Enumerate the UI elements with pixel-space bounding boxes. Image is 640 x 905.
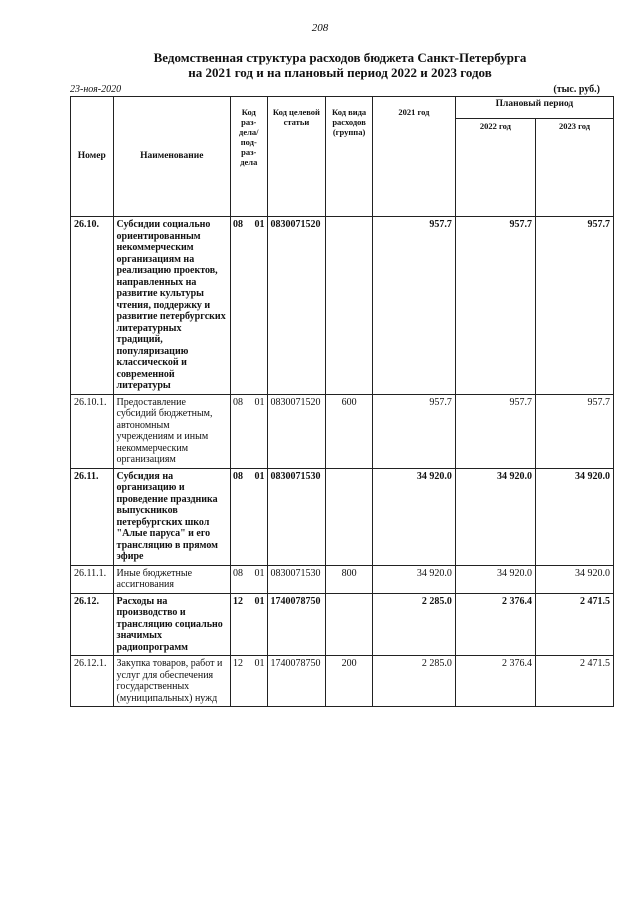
row-section-code — [231, 394, 267, 468]
table-row — [71, 565, 614, 593]
row-number: 26.12.1. — [71, 656, 114, 707]
row-amount-2021: 957.7 — [372, 217, 455, 395]
row-amount-2023: 957.7 — [535, 217, 613, 395]
row-section-code — [231, 656, 267, 707]
title-line-2: на 2021 год и на плановый период 2022 и 2023 годов — [188, 65, 492, 80]
row-amount-2023: 2 471.5 — [535, 656, 613, 707]
podrazdel-code: 01 — [254, 567, 265, 579]
table-body — [71, 217, 614, 707]
title-line-1: Ведомственная структура расходов бюджета Санкт-Петербурга — [153, 50, 527, 65]
podrazdel-code: 01 — [254, 595, 265, 607]
podrazdel-code: 01 — [254, 219, 265, 230]
row-target-code: 0830071530 — [267, 468, 326, 565]
row-name: Иные бюджетные ассигнования — [113, 565, 231, 593]
table-row — [71, 593, 614, 656]
row-amount-2022: 2 376.4 — [455, 593, 535, 656]
row-name: Субсидии социально ориентированным некоммерческим организациям на реализацию проектов, направленных на развитие культуры чтения, поддержку и развитие петербургских литературных традиций, популяризацию классической и современной литературы — [113, 217, 231, 395]
row-amount-2021: 34 920.0 — [372, 565, 455, 593]
document-date: 23-ноя-2020 — [70, 84, 122, 95]
row-name: Расходы на производство и трансляцию социально значимых радиопрограмм — [113, 593, 231, 656]
table-row — [71, 394, 614, 468]
budget-table — [70, 96, 614, 707]
row-amount-2021: 957.7 — [372, 394, 455, 468]
razdel-code: 12 — [233, 658, 244, 669]
table-row — [71, 656, 614, 707]
row-amount-2023: 957.7 — [535, 394, 613, 468]
podrazdel-code: 01 — [254, 470, 265, 482]
podrazdel-code: 01 — [254, 658, 265, 669]
row-target-code: 1740078750 — [267, 656, 326, 707]
row-name: Закупка товаров, работ и услуг для обеспечения государственных (муниципальных) нужд — [113, 656, 231, 707]
razdel-code: 08 — [233, 470, 244, 482]
razdel-code: 08 — [233, 396, 244, 408]
header-year-2023: 2023 год — [535, 119, 613, 217]
row-amount-2022: 34 920.0 — [455, 468, 535, 565]
header-number: Номер — [71, 97, 114, 217]
row-number: 26.12. — [71, 593, 114, 656]
row-number: 26.10.1. — [71, 394, 114, 468]
row-expense-type — [326, 468, 373, 565]
header-year-2022: 2022 год — [455, 119, 535, 217]
row-amount-2022: 34 920.0 — [455, 565, 535, 593]
units-label: (тыс. руб.) — [553, 84, 600, 95]
row-expense-type: 200 — [326, 656, 373, 707]
row-target-code: 0830071520 — [267, 217, 326, 395]
row-amount-2021: 2 285.0 — [372, 656, 455, 707]
row-section-code — [231, 593, 267, 656]
row-amount-2022: 957.7 — [455, 217, 535, 395]
row-target-code: 1740078750 — [267, 593, 326, 656]
row-amount-2023: 34 920.0 — [535, 468, 613, 565]
row-section-code — [231, 565, 267, 593]
header-section-code: Код раз-дела/ под-раз-дела — [231, 97, 267, 217]
table-row — [71, 468, 614, 565]
row-number: 26.11. — [71, 468, 114, 565]
podrazdel-code: 01 — [254, 396, 265, 408]
row-amount-2023: 34 920.0 — [535, 565, 613, 593]
page-number: 208 — [311, 22, 329, 34]
header-year-2021: 2021 год — [372, 97, 455, 217]
row-section-code — [231, 468, 267, 565]
document-title — [70, 50, 610, 80]
row-number: 26.10. — [71, 217, 114, 395]
row-amount-2021: 2 285.0 — [372, 593, 455, 656]
razdel-code: 12 — [233, 595, 244, 607]
header-target-code: Код целевой статьи — [267, 97, 326, 217]
row-name: Предоставление субсидий бюджетным, автономным учреждениям и иным некоммерческим организациям — [113, 394, 231, 468]
header-name: Наименование — [113, 97, 231, 217]
razdel-code: 08 — [233, 219, 244, 230]
row-section-code — [231, 217, 267, 395]
row-amount-2022: 2 376.4 — [455, 656, 535, 707]
row-expense-type — [326, 593, 373, 656]
row-amount-2022: 957.7 — [455, 394, 535, 468]
table-row — [71, 217, 614, 395]
row-name: Субсидия на организацию и проведение праздника выпускников петербургских школ "Алые паруса" и его трансляцию в прямом эфире — [113, 468, 231, 565]
header-planning-period: Плановый период — [455, 97, 613, 119]
row-expense-type: 800 — [326, 565, 373, 593]
row-amount-2021: 34 920.0 — [372, 468, 455, 565]
row-target-code: 0830071520 — [267, 394, 326, 468]
header-expense-type-code: Код вида расходов (группа) — [326, 97, 373, 217]
row-target-code: 0830071530 — [267, 565, 326, 593]
row-expense-type: 600 — [326, 394, 373, 468]
row-amount-2023: 2 471.5 — [535, 593, 613, 656]
razdel-code: 08 — [233, 567, 244, 579]
row-number: 26.11.1. — [71, 565, 114, 593]
row-expense-type — [326, 217, 373, 395]
